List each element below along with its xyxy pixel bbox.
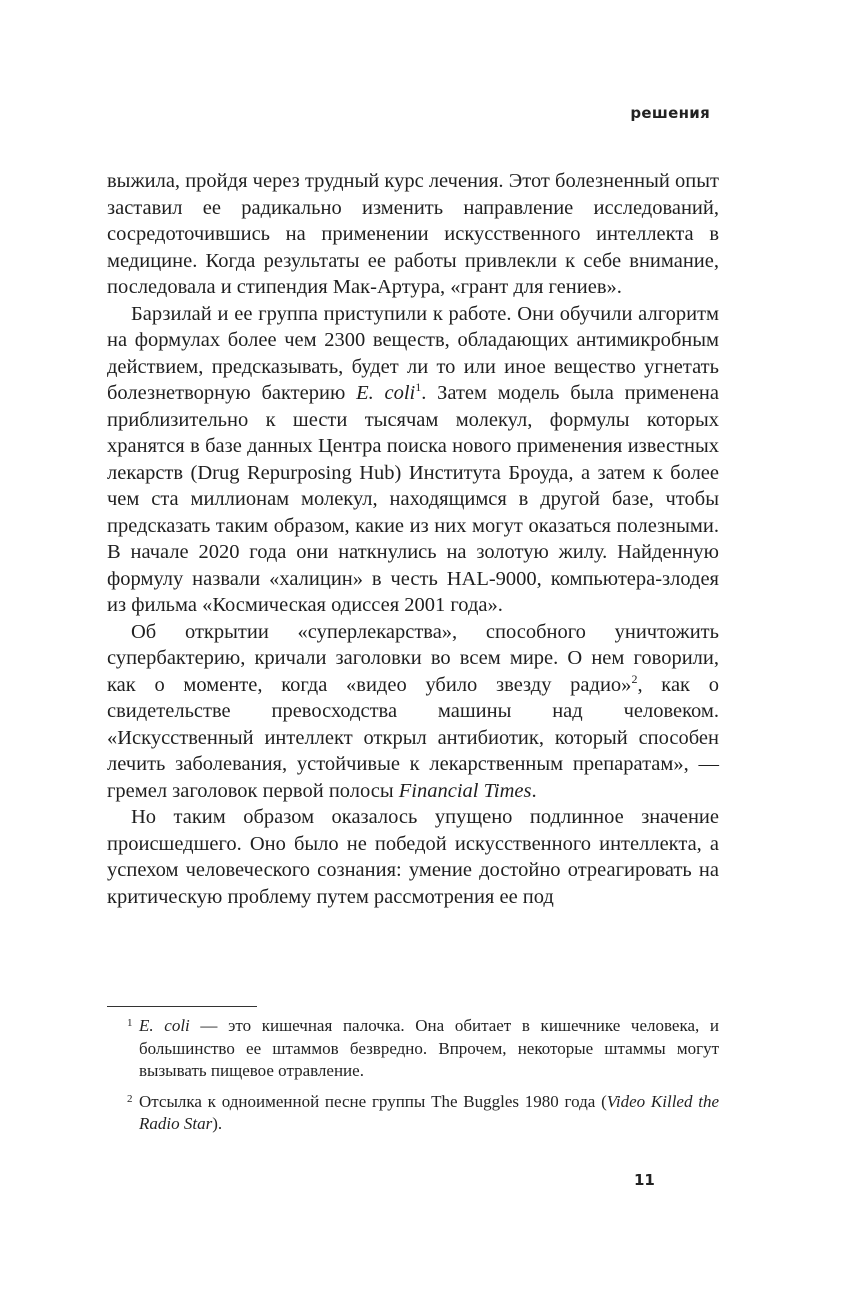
footnote-1 [107, 1015, 719, 1083]
paragraph-2-text: Барзилай и ее группа приступили к работе. Они обучили алгоритм на формулах более чем 2300 веществ, обладающих антимикробным действием, предсказывать, будет ли то или иное вещество угнетать болезнетворную бактерию [107, 302, 719, 404]
footnote-2-number: 2 [127, 1092, 133, 1105]
ecoli-italic: E. coli [356, 382, 416, 404]
footnote-divider [107, 1006, 257, 1007]
footnote-ref-2[interactable]: 2 [631, 671, 638, 686]
footnote-1-number: 1 [127, 1017, 133, 1029]
footnote-ref-1[interactable]: 1 [415, 380, 422, 395]
footnote-2-italic: Video Killed the Radio Star [139, 1091, 720, 1133]
paragraph-2 [107, 301, 719, 619]
body-text [107, 168, 719, 910]
financial-times-italic: Financial Times [398, 779, 532, 802]
footnotes [107, 1015, 719, 1144]
footnote-1-text: — это кишечная палочка. Она обитает в кишечнике человека, и большинство ее штаммов безвредно. Впрочем, некоторые штаммы могут вызывать пищевое отравление. [139, 1016, 719, 1080]
footnote-2-end: ). [212, 1114, 223, 1133]
paragraph-2-text-cont: . Затем модель была применена приблизительно к шести тысячам молекул, формулы которых хранятся в базе данных Центра поиска нового применения известных лекарств (Drug Repurposing Hub) Института Броуда, а затем к более чем ста миллионам молекул, находящимся в другой базе, чтобы предсказать таким образом, какие из них могут оказаться полезными. В начале 2020 года они наткнулись на золотую жилу. Найденную формулу назвали «халицин» в честь HAL-9000, компьютера-злодея из фильма «Космическая одиссея 2001 года». [107, 382, 720, 616]
paragraph-3-text-cont: , как о свидетельстве превосходства машины над человеком. «Искусственный интеллект открыл антибиотик, который способен лечить заболевания, устойчивые к лекарственным препаратам», — гремел заголовок первой полосы [107, 673, 719, 802]
running-head: решения [630, 104, 710, 122]
paragraph-3-end: . [531, 779, 537, 802]
page-number: 11 [634, 1171, 655, 1189]
paragraph-3-text: Об открытии «суперлекарства», способного уничтожить супербактерию, кричали заголовки во всем мире. О нем говорили, как о моменте, когда «видео убило звезду радио» [107, 620, 719, 696]
paragraph-4: Но таким образом оказалось упущено подлинное значение происшедшего. Оно было не победой искусственного интеллекта, а успехом человеческого сознания: умение достойно отреагировать на критическую проблему путем рассмотрения ее под [107, 806, 719, 908]
paragraph-3 [107, 619, 719, 805]
footnote-2 [107, 1091, 719, 1136]
paragraph-1: выжила, пройдя через трудный курс лечения. Этот болезненный опыт заставил ее радикально изменить направление исследований, сосредоточившись на применении искусственного интеллекта в медицине. Когда результаты ее работы привлекли к себе внимание, последовала и стипендия Мак-Артура, «грант для гениев». [107, 170, 719, 298]
footnote-2-text: Отсылка к одноименной песне группы The Buggles 1980 года ( [139, 1091, 607, 1111]
footnote-1-italic: E. coli [139, 1016, 190, 1035]
